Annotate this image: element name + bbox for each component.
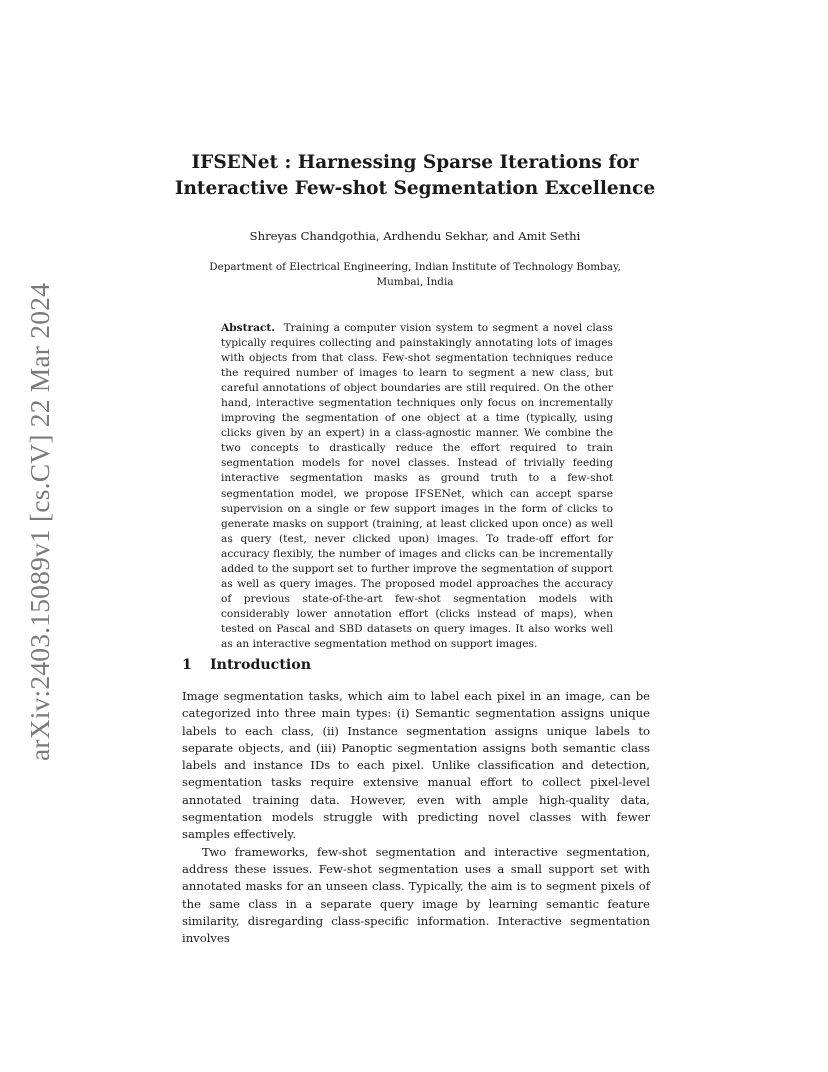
paragraph-1: Image segmentation tasks, which aim to label each pixel in an image, can be categorized into three main types: (i) Semantic segmentation assigns unique labels to each class, (ii) Instance segmentation assigns unique labels to separate objects, and (iii) Panoptic segmentation assigns both semantic class labels and instance IDs to each pixel. Unlike classification and detection, segmentation tasks require extensive manual effort to collect pixel-level annotated training data. However, even with ample high-quality data, segmentation models struggle with predicting novel classes with fewer samples effectively. xyxy=(182,689,650,842)
arxiv-identifier-text: arXiv:2403.15089v1 [cs.CV] 22 Mar 2024 xyxy=(24,282,56,762)
paper-title xyxy=(150,150,680,202)
author-list: Shreyas Chandgothia, Ardhendu Sekhar, and Amit Sethi xyxy=(249,229,581,243)
abstract-text: Training a computer vision system to segment a novel class typically requires collecting and painstakingly annotating lots of images with objects from that class. Few-shot segmentation techniques reduce the required number of images to learn to segment a new class, but careful annotations of object boundaries are still required. On the other hand, interactive segmentation techniques only focus on incrementally improving the segmentation of one object at a time (typically, using clicks given by an expert) in a class-agnostic manner. We combine the two concepts to drastically reduce the effort required to train segmentation models for novel classes. Instead of trivially feeding interactive segmentation masks as ground truth to a few-shot segmentation model, we propose IFSENet, which can accept sparse supervision on a single or few support images in the form of clicks to generate masks on support (training, at least clicked upon once) as well as query (test, never clicked upon) images. To trade-off effort for accuracy flexibly, the number of images and clicks can be incrementally added to the support set to further improve the segmentation of support as well as query images. The proposed model approaches the accuracy of previous state-of-the-art few-shot segmentation models with considerably lower annotation effort (clicks instead of maps), when tested on Pascal and SBD datasets on query images. It also works well as an interactive segmentation method on support images. xyxy=(221,322,613,650)
affiliation-line-1: Department of Electrical Engineering, Indian Institute of Technology Bombay, xyxy=(209,261,621,273)
arxiv-identifier-stamp xyxy=(22,282,58,762)
section-heading-introduction xyxy=(182,657,652,673)
paper-title-line-1: IFSENet : Harnessing Sparse Iterations for xyxy=(191,152,639,173)
section-number: 1 xyxy=(182,657,192,673)
introduction-body xyxy=(182,688,650,947)
abstract-label: Abstract. xyxy=(221,322,275,334)
abstract xyxy=(221,321,613,652)
affiliation-line-2: Mumbai, India xyxy=(376,276,454,288)
paper-title-line-2: Interactive Few-shot Segmentation Excellence xyxy=(174,178,656,199)
section-title: Introduction xyxy=(210,657,312,673)
paragraph-2: Two frameworks, few-shot segmentation and interactive segmentation, address these issues. Few-shot segmentation uses a small support set with annotated masks for an unseen class. Typically, the aim is to segment pixels of the same class in a separate query image by learning semantic feature similarity, disregarding class-specific information. Interactive segmentation involves xyxy=(182,844,650,946)
affiliation xyxy=(150,260,680,290)
